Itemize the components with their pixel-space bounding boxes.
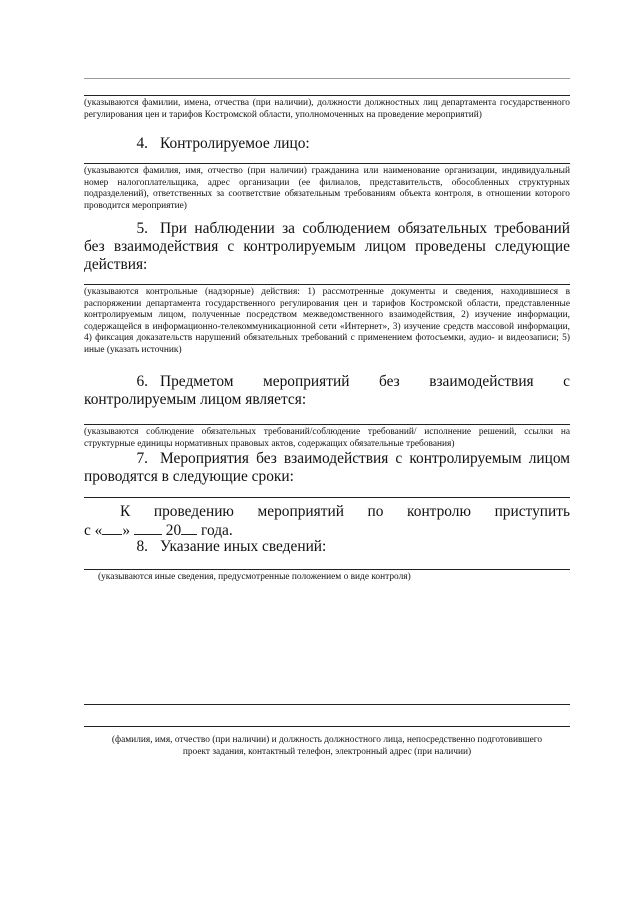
start-date-middle: » bbox=[122, 522, 131, 539]
start-date-prefix: с « bbox=[84, 522, 103, 539]
start-month-blank[interactable] bbox=[134, 521, 162, 535]
item-7-number: 7. bbox=[136, 450, 148, 467]
start-date-block bbox=[84, 503, 570, 540]
item-4-number: 4. bbox=[136, 135, 148, 152]
start-line-text: К проведению мероприятий по контролю приступить bbox=[120, 503, 570, 520]
controlled-person-note: (указываются фамилия, имя, отчество (при наличии) гражданина или наименование организации, индивидуальный номер налогоплательщика, адрес организации (ее филиалов, представительств, обособленных структурных подразделений), ответственных за соответствие обязательным требованиям объекта контроля, в отношении которого проводится мероприятие) bbox=[84, 166, 570, 211]
item-5-number: 5. bbox=[136, 220, 148, 237]
item-4-text: Контролируемое лицо: bbox=[160, 135, 310, 152]
item-6 bbox=[84, 373, 570, 409]
item-7-text: Мероприятия без взаимодействия с контролируемым лицом проводятся в следующие сроки: bbox=[84, 450, 570, 485]
item-8 bbox=[84, 538, 570, 556]
subject-note: (указываются соблюдение обязательных требований/соблюдение требований/ исполнение решений, ссылки на структурные единицы нормативных правовых актов, содержащих обязательные требования) bbox=[84, 427, 570, 449]
other-info-fill-line[interactable] bbox=[84, 569, 570, 570]
controlled-person-fill-line[interactable] bbox=[84, 163, 570, 164]
signatory-fill-line-2[interactable] bbox=[84, 726, 570, 727]
start-line bbox=[84, 503, 570, 521]
start-date-suffix: года. bbox=[201, 522, 233, 539]
subject-fill-line[interactable] bbox=[84, 424, 570, 425]
top-rule bbox=[84, 78, 570, 79]
deadlines-fill-line[interactable] bbox=[84, 497, 570, 498]
signatory-note: (фамилия, имя, отчество (при наличии) и должность должностного лица, непосредственно подготовившего проект задания, контактный телефон, электронный адрес (при наличии) bbox=[111, 735, 543, 757]
item-7 bbox=[84, 450, 570, 486]
item-8-text: Указание иных сведений: bbox=[160, 538, 327, 555]
start-year-blank[interactable] bbox=[181, 521, 197, 535]
officials-fill-line[interactable] bbox=[84, 95, 570, 96]
signatory-fill-line-1[interactable] bbox=[84, 704, 570, 705]
start-day-blank[interactable] bbox=[102, 521, 122, 535]
actions-note: (указываются контрольные (надзорные) действия: 1) рассмотренные документы и сведения, находившиеся в распоряжении департамента государственного регулирования цен и тарифов Костромской области, представленные контролируемым лицом, полученные посредством межведомственного взаимодействия, 2) изучение информации, содержащейся в информационно-телекоммуникационной сети «Интернет», 3) изучение средств массовой информации, 4) фиксация доказательств нарушений обязательных требований с применением фотосъемки, аудио- и видеозаписи; 5) иные (указать источник) bbox=[84, 287, 570, 355]
start-year-prefix: 20 bbox=[165, 522, 182, 539]
item-6-text: Предметом мероприятий без взаимодействия с контролируемым лицом является: bbox=[84, 373, 570, 408]
item-8-number: 8. bbox=[136, 538, 148, 555]
item-6-number: 6. bbox=[136, 373, 148, 390]
actions-fill-line[interactable] bbox=[84, 284, 570, 285]
officials-note: (указываются фамилии, имена, отчества (при наличии), должности должностных лиц департамента государственного регулирования цен и тарифов Костромской области, уполномоченных на проведение мероприятий) bbox=[84, 98, 570, 120]
item-5 bbox=[84, 220, 570, 274]
item-4 bbox=[84, 135, 570, 153]
other-info-note: (указываются иные сведения, предусмотренные положением о виде контроля) bbox=[98, 572, 411, 582]
item-5-text: При наблюдении за соблюдением обязательных требований без взаимодействия с контролируемым лицом проведены следующие действия: bbox=[84, 220, 570, 273]
